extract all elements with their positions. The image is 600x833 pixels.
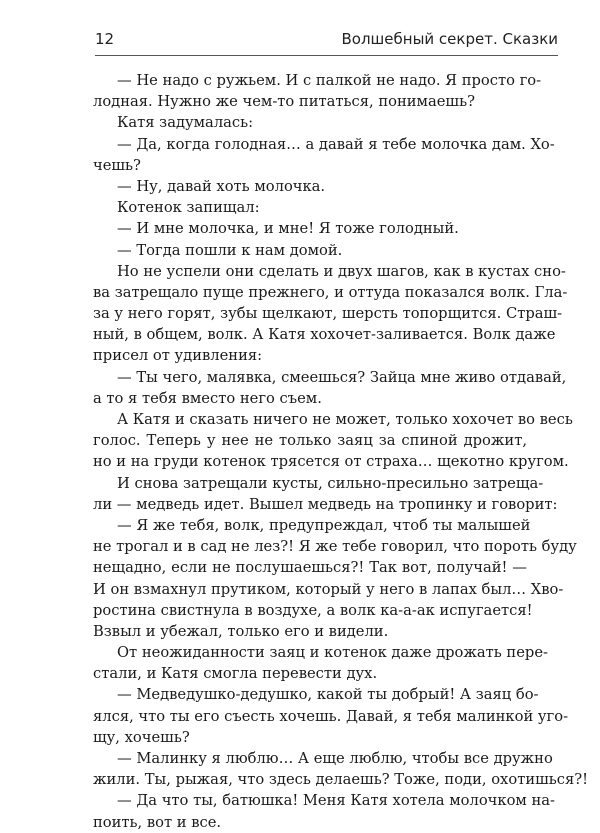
text-line: ли — медведь идет. Вышел медведь на тропинку и говорит: <box>93 495 558 513</box>
text-line: голос. Теперь у нее не только заяц за спиной дрожит, <box>93 432 527 450</box>
text-line: ный, в общем, волк. А Катя хохочет-заливается. Волк даже <box>93 326 556 344</box>
text-line: ва затрещало пуще прежнего, и оттуда показался волк. Гла- <box>93 283 568 301</box>
text-line: лодная. Нужно же чем-то питаться, понимаешь? <box>93 93 475 111</box>
text-line: Но не успели они сделать и двух шагов, как в кустах сно- <box>117 262 566 280</box>
text-line: Котенок запищал: <box>117 199 260 217</box>
text-line: стали, и Катя смогла перевести дух. <box>93 665 378 683</box>
text-line: И он взмахнул прутиком, который у него в лапах был… Хво- <box>93 580 564 598</box>
text-line: — Тогда пошли к нам домой. <box>117 241 343 259</box>
text-line: — Ну, давай хоть молочка. <box>117 177 326 195</box>
text-line: щу, хочешь? <box>93 728 190 746</box>
text-line: — Не надо с ружьем. И с палкой не надо. Я просто го- <box>117 72 542 89</box>
text-line: А Катя и сказать ничего не может, только хохочет во весь <box>117 411 573 428</box>
text-line: — Да, когда голодная… а давай я тебе молочка дам. Хо- <box>117 135 555 153</box>
text-line: а то я тебя вместо него съем. <box>93 389 322 407</box>
text-line: за у него горят, зубы щелкают, шерсть топорщится. Страш- <box>93 305 563 323</box>
text-line: поить, вот и все. <box>93 813 222 831</box>
text-line: — И мне молочка, и мне! Я тоже голодный. <box>117 220 459 238</box>
text-line: И снова затрещали кусты, сильно-пресильно затреща- <box>117 474 544 492</box>
text-line: чешь? <box>93 156 141 174</box>
text-line: ростина свистнула в воздухе, а волк ка-а-ак испугается! <box>93 601 533 619</box>
text-line: нещадно, если не послушаешься?! Так вот, получай! — <box>93 559 527 577</box>
running-title: Волшебный секрет. Сказки <box>341 30 558 48</box>
text-line: — Да что ты, батюшка! Меня Катя хотела молочком на- <box>117 792 556 810</box>
body-text <box>93 70 589 833</box>
text-line: присел от удивления: <box>93 347 263 365</box>
text-line: Катя задумалась: <box>117 114 254 132</box>
text-line: не трогал и в сад не лез?! Я же тебе говорил, что пороть буду <box>93 538 577 556</box>
running-header <box>95 30 558 52</box>
text-line: — Я же тебя, волк, предупреждал, чтоб ты малышей <box>117 516 531 534</box>
text-line: жили. Ты, рыжая, что здесь делаешь? Тоже, поди, охотишься?! <box>93 771 589 789</box>
header-divider <box>95 55 558 56</box>
text-line: От неожиданности заяц и котенок даже дрожать пере- <box>117 644 548 662</box>
text-line: Взвыл и убежал, только его и видели. <box>93 622 389 640</box>
page-number: 12 <box>95 30 115 48</box>
text-line: ялся, что ты его съесть хочешь. Давай, я тебя малинкой угo- <box>93 707 569 725</box>
text-line: — Ты чего, малявка, смеешься? Зайца мне живо отдавай, <box>117 368 567 386</box>
text-line: — Медведушко-дедушко, какой ты добрый! А заяц бо- <box>117 686 539 704</box>
text-line: — Малинку я люблю… А еще люблю, чтобы все дружно <box>117 750 553 767</box>
text-line: но и на груди котенок трясется от страха… щекотно кругом. <box>93 453 569 471</box>
